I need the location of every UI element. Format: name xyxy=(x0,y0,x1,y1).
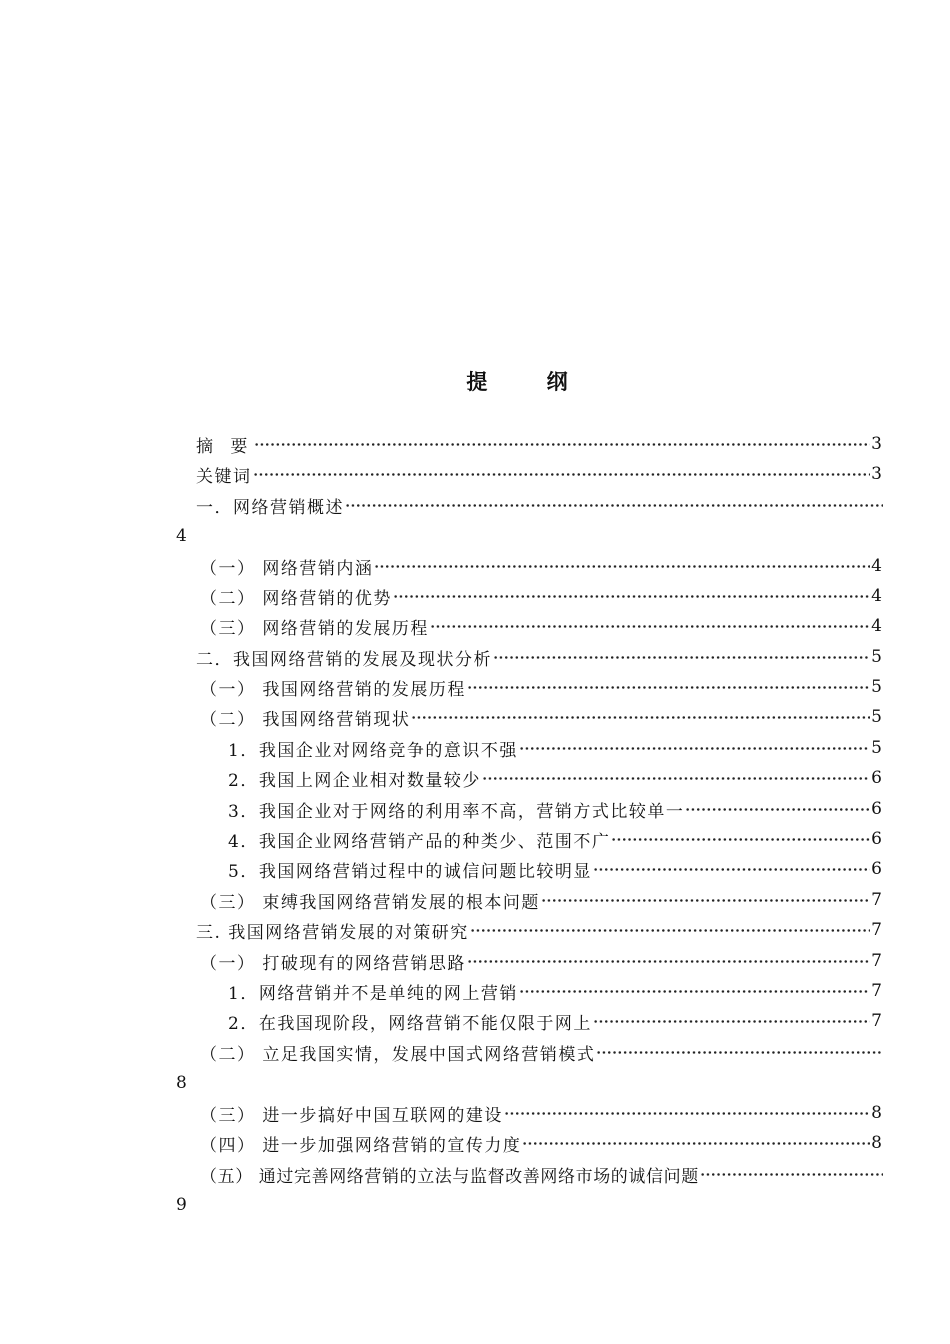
toc-page-number: 4 xyxy=(871,616,882,636)
toc-label: （三） 进一步搞好中国互联网的建设 xyxy=(200,1105,503,1126)
toc-label: 2．我国上网企业相对数量较少 xyxy=(228,770,481,791)
toc-label: 5．我国网络营销过程中的诚信问题比较明显 xyxy=(228,861,592,882)
toc-entry[interactable] xyxy=(228,763,882,793)
toc-leader xyxy=(593,861,870,878)
toc-entry[interactable] xyxy=(200,1037,884,1067)
toc-page-number: 4 xyxy=(871,586,882,606)
toc-page-number: 8 xyxy=(871,1133,882,1153)
toc-leader xyxy=(522,1135,870,1152)
toc-label: （二） 网络营销的优势 xyxy=(200,588,392,609)
toc-label: 二．我国网络营销的发展及现状分析 xyxy=(196,649,492,670)
toc-leader xyxy=(611,831,870,848)
toc-label: 1．网络营销并不是单纯的网上营销 xyxy=(228,983,518,1004)
toc-label: （三） 束缚我国网络营销发展的根本问题 xyxy=(200,892,540,913)
toc-entry[interactable] xyxy=(196,490,884,520)
toc-leader xyxy=(519,740,870,757)
toc-page-number: 3 xyxy=(871,434,882,454)
toc-label: （二） 我国网络营销现状 xyxy=(200,709,411,730)
toc-page-number: 6 xyxy=(871,799,882,819)
toc-page-number: 5 xyxy=(871,677,882,697)
toc-page-number: 7 xyxy=(871,951,882,971)
toc-leader xyxy=(254,436,870,453)
toc-entry[interactable] xyxy=(200,1128,882,1158)
toc-label: （五） 通过完善网络营销的立法与监督改善网络市场的诚信问题 xyxy=(200,1166,699,1187)
toc-leader xyxy=(411,709,870,726)
toc-leader xyxy=(504,1105,870,1122)
toc-leader xyxy=(519,983,870,1000)
toc-entry[interactable] xyxy=(228,794,882,824)
toc-label: 关键词 xyxy=(196,466,252,487)
toc-leader xyxy=(482,770,870,787)
toc-entry[interactable] xyxy=(228,976,882,1006)
toc-page-number: 5 xyxy=(871,738,882,758)
toc-entry[interactable] xyxy=(196,915,882,945)
toc-leader xyxy=(430,618,870,635)
toc-label: 三. 我国网络营销发展的对策研究 xyxy=(196,922,469,943)
toc-label: 一．网络营销概述 xyxy=(196,497,344,518)
toc-entry[interactable] xyxy=(196,459,882,489)
toc-entry[interactable] xyxy=(196,429,882,459)
toc-label: （三） 网络营销的发展历程 xyxy=(200,618,429,639)
toc-entry[interactable] xyxy=(196,642,882,672)
toc-entry[interactable] xyxy=(228,1006,882,1036)
toc-label: （二） 立足我国实情，发展中国式网络营销模式 xyxy=(200,1044,596,1065)
toc-entry[interactable] xyxy=(228,824,882,854)
toc-page-number: 7 xyxy=(871,981,882,1001)
toc-leader xyxy=(393,588,870,605)
toc-leader xyxy=(593,1013,870,1030)
toc-page-number: 4 xyxy=(176,526,187,546)
toc-page-number: 6 xyxy=(871,768,882,788)
toc-leader xyxy=(541,892,870,909)
toc-label: 4．我国企业网络营销产品的种类少、范围不广 xyxy=(228,831,611,852)
toc-label: （四） 进一步加强网络营销的宣传力度 xyxy=(200,1135,522,1156)
page-title: 提 纲 xyxy=(466,370,594,394)
toc-leader xyxy=(345,497,883,514)
toc-label: 摘 要 xyxy=(196,436,254,457)
toc-entry[interactable] xyxy=(200,581,882,611)
toc-leader xyxy=(493,649,870,666)
toc-leader xyxy=(685,801,870,818)
toc-entry[interactable] xyxy=(200,1159,884,1189)
toc-entry[interactable] xyxy=(200,1098,882,1128)
toc-entry[interactable] xyxy=(200,946,882,976)
toc-page-number: 7 xyxy=(871,1011,882,1031)
toc-leader xyxy=(374,558,870,575)
toc-entry[interactable] xyxy=(228,733,882,763)
toc-label: （一） 我国网络营销的发展历程 xyxy=(200,679,466,700)
toc-entry[interactable] xyxy=(200,672,882,702)
toc-leader xyxy=(467,679,870,696)
toc-leader xyxy=(470,922,870,939)
toc-label: （一） 网络营销内涵 xyxy=(200,558,374,579)
toc-leader xyxy=(700,1166,883,1183)
toc-entry[interactable] xyxy=(200,702,882,732)
toc-page-number: 5 xyxy=(871,647,882,667)
toc-entry[interactable] xyxy=(228,854,882,884)
toc-page-number: 5 xyxy=(871,707,882,727)
toc-leader xyxy=(467,953,870,970)
toc-leader xyxy=(253,466,871,483)
toc-label: （一） 打破现有的网络营销思路 xyxy=(200,953,466,974)
toc-entry[interactable] xyxy=(200,885,882,915)
toc-label: 1．我国企业对网络竞争的意识不强 xyxy=(228,740,518,761)
toc-page-number: 6 xyxy=(871,859,882,879)
toc-page-number: 9 xyxy=(176,1195,187,1215)
toc-label: 3．我国企业对于网络的利用率不高，营销方式比较单一 xyxy=(228,801,685,822)
toc-page-number: 7 xyxy=(871,920,882,940)
toc-page-number: 4 xyxy=(871,556,882,576)
toc-page-number: 8 xyxy=(176,1073,187,1093)
toc-label: 2．在我国现阶段，网络营销不能仅限于网上 xyxy=(228,1013,592,1034)
toc-entry[interactable] xyxy=(200,551,882,581)
toc-page-number: 7 xyxy=(871,890,882,910)
toc-page-number: 8 xyxy=(871,1103,882,1123)
toc-page-number: 6 xyxy=(871,829,882,849)
toc-leader xyxy=(596,1044,883,1061)
toc-page-number: 3 xyxy=(871,464,882,484)
toc-entry[interactable] xyxy=(200,611,882,641)
